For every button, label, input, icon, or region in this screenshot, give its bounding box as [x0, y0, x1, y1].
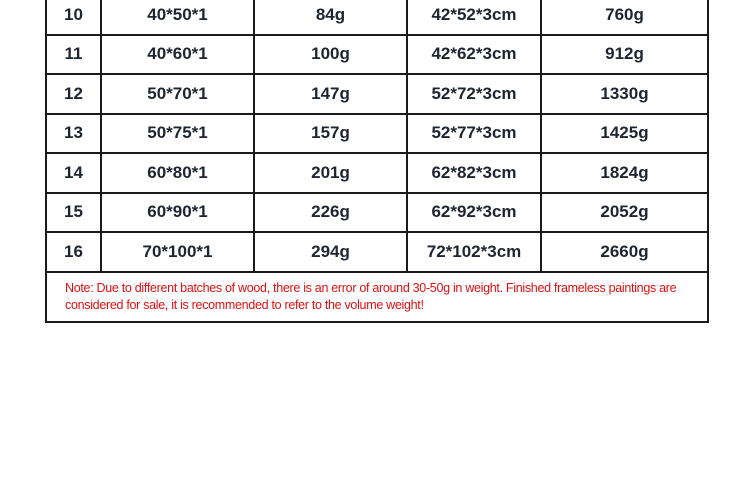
- package-size: 72*102*3cm: [407, 232, 541, 272]
- net-weight: 157g: [254, 114, 407, 154]
- net-weight: 84g: [254, 0, 407, 35]
- table-row: [46, 114, 708, 154]
- table-row: [46, 232, 708, 272]
- row-index: 10: [46, 0, 101, 35]
- table-row: [46, 35, 708, 75]
- canvas-size: 70*100*1: [101, 232, 254, 272]
- net-weight: 294g: [254, 232, 407, 272]
- canvas-size: 40*60*1: [101, 35, 254, 75]
- table-row: [46, 153, 708, 193]
- net-weight: 100g: [254, 35, 407, 75]
- row-index: 16: [46, 232, 101, 272]
- canvas-size: 50*70*1: [101, 74, 254, 114]
- package-size: 52*77*3cm: [407, 114, 541, 154]
- table-row: [46, 74, 708, 114]
- gross-weight: 1330g: [541, 74, 708, 114]
- gross-weight: 2660g: [541, 232, 708, 272]
- gross-weight: 2052g: [541, 193, 708, 233]
- canvas-size: 50*75*1: [101, 114, 254, 154]
- net-weight: 201g: [254, 153, 407, 193]
- note-row: [46, 272, 708, 322]
- canvas-size: 60*80*1: [101, 153, 254, 193]
- table-row: [46, 193, 708, 233]
- package-size: 62*82*3cm: [407, 153, 541, 193]
- weight-note: Note: Due to different batches of wood, there is an error of around 30-50g in weight. Finished frameless paintings are considered for sale, it is recommended to refer to the volume weight!: [46, 272, 708, 322]
- canvas-size: 40*50*1: [101, 0, 254, 35]
- gross-weight: 1425g: [541, 114, 708, 154]
- net-weight: 147g: [254, 74, 407, 114]
- row-index: 12: [46, 74, 101, 114]
- row-index: 15: [46, 193, 101, 233]
- gross-weight: 1824g: [541, 153, 708, 193]
- package-size: 52*72*3cm: [407, 74, 541, 114]
- row-index: 11: [46, 35, 101, 75]
- row-index: 13: [46, 114, 101, 154]
- gross-weight: 912g: [541, 35, 708, 75]
- size-weight-table: [45, 0, 709, 323]
- gross-weight: 760g: [541, 0, 708, 35]
- package-size: 42*62*3cm: [407, 35, 541, 75]
- canvas-size: 60*90*1: [101, 193, 254, 233]
- package-size: 42*52*3cm: [407, 0, 541, 35]
- row-index: 14: [46, 153, 101, 193]
- package-size: 62*92*3cm: [407, 193, 541, 233]
- net-weight: 226g: [254, 193, 407, 233]
- table-row: [46, 0, 708, 35]
